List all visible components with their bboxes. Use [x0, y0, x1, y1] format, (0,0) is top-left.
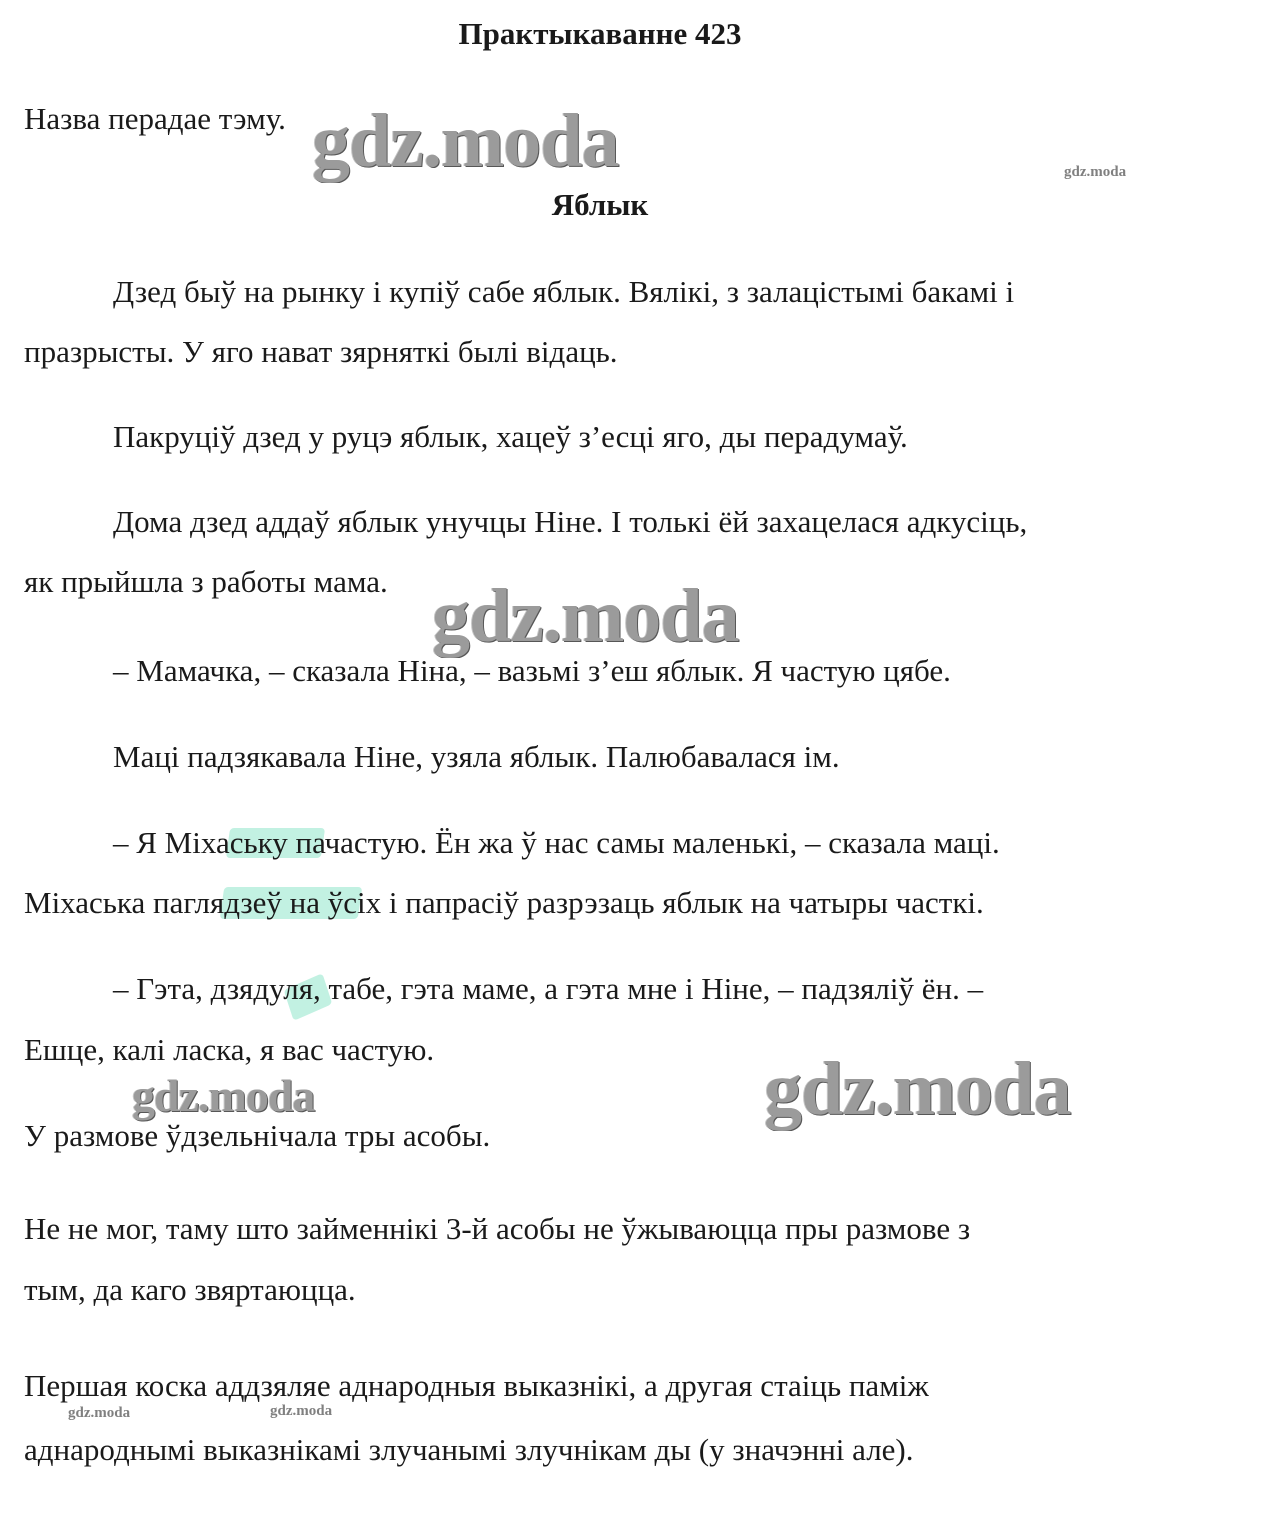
watermark: gdz.moda: [764, 1047, 1071, 1131]
answer-4-line-1: Першая коска аддзяляе аднародныя выказнікі, а другая стаіць паміж: [24, 1368, 929, 1403]
story-line: празрысты. У яго нават зярняткі былі відаць.: [24, 334, 618, 369]
story-line: Дзед быў на рынку і купіў сабе яблык. Вялікі, з залацістымі бакамі і: [113, 274, 1015, 309]
story-line: Пакруціў дзед у руцэ яблык, хацеў з’есці яго, ды перадумаў.: [113, 419, 908, 454]
watermark: gdz.moda: [1064, 164, 1127, 180]
answer-3-line-2: тым, да каго звяртаюцца.: [24, 1272, 356, 1307]
answer-1: Назва перадае тэму.: [24, 101, 286, 136]
answer-3-line-1: Не не мог, таму што займеннікі 3-й асобы не ўжываюцца пры размове з: [24, 1211, 971, 1246]
watermark: gdz.moda: [132, 1070, 315, 1121]
story-line: Дома дзед аддаў яблык унучцы Ніне. І толькі ёй захацелася адкусіць,: [113, 504, 1028, 539]
answer-4-line-2: аднароднымі выказнікамі злучанымі злучнікам ды (у значэнні але).: [24, 1432, 914, 1467]
watermark: gdz.moda: [68, 1405, 131, 1421]
story-line: Маці падзякавала Ніне, узяла яблык. Палюбавалася ім.: [113, 739, 840, 774]
watermark: gdz.moda: [312, 99, 619, 183]
watermark: gdz.moda: [270, 1403, 333, 1419]
story-line: – Я Міхаську пачастую. Ён жа ў нас самы маленькі, – сказала маці.: [113, 825, 1000, 860]
story-title: Яблык: [551, 187, 649, 222]
story-line: – Гэта, дзядуля, табе, гэта маме, а гэта мне і Ніне, – падзяліў ён. –: [113, 971, 984, 1006]
story-line: як прыйшла з работы мама.: [24, 564, 388, 599]
watermark: gdz.moda: [432, 574, 739, 658]
story-line: – Мамачка, – сказала Ніна, – вазьмі з’еш яблык. Я частую цябе.: [113, 653, 951, 688]
answer-2: У размове ўдзельнічала тры асобы.: [24, 1118, 491, 1153]
page-title: Практыкаванне 423: [458, 16, 742, 51]
story-line: Міхаська паглядзеў на ўсіх і папрасіў разрэзаць яблык на чатыры часткі.: [24, 885, 984, 920]
story-line: Ешце, калі ласка, я вас частую.: [24, 1032, 435, 1067]
